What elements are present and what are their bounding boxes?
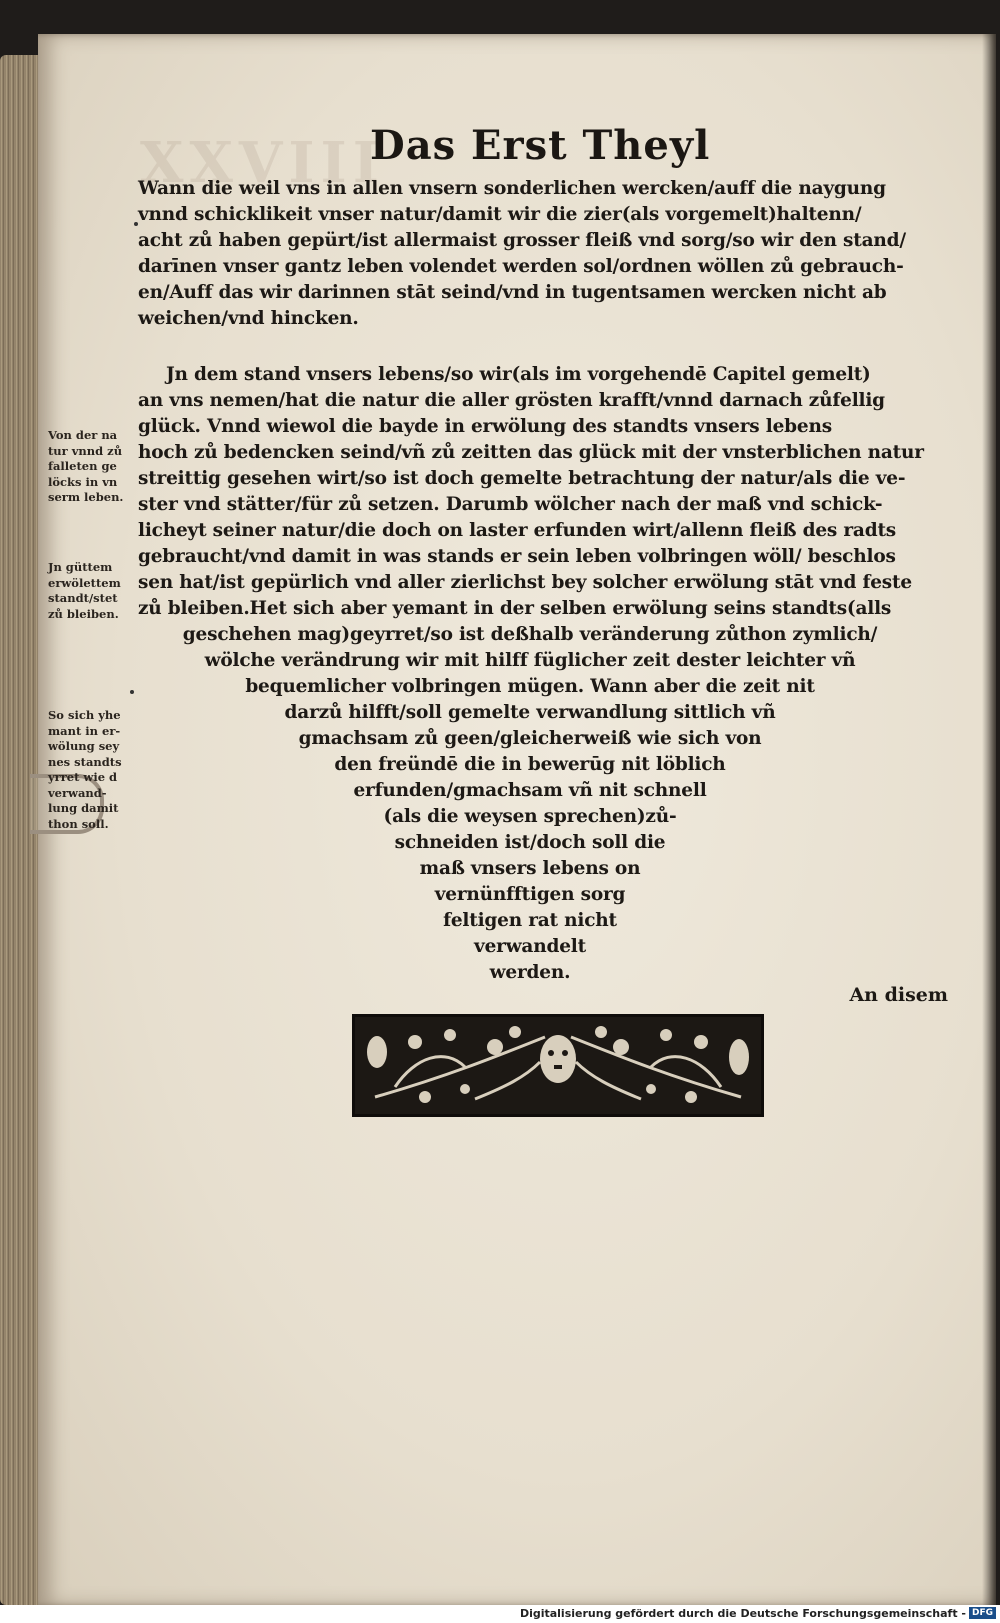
text-line: erfunden/gmachsam vñ nit schnell: [353, 780, 707, 801]
bleed-through-text: XXVIII: [140, 130, 385, 196]
text-line: schneiden ist/doch soll die: [394, 832, 666, 853]
text-line: feltigen rat nicht: [443, 910, 617, 931]
text-line: hoch zů bedencken seind/vñ zů zeitten das glück mit der vnsterblichen natur: [138, 442, 924, 463]
text-line: maß vnsers lebens on: [419, 858, 641, 879]
text-line: darīnen vnser gantz leben volendet werden sol/ordnen wöllen zů gebrauch-: [138, 256, 904, 277]
margin-note-line: tur vnnd zů: [48, 443, 123, 458]
text-line: werden.: [489, 962, 571, 983]
margin-note-good-state: [48, 560, 146, 622]
text-line: gmachsam zů geen/gleicherweiß wie sich von: [298, 728, 762, 749]
text-line: streittig gesehen wirt/so ist doch gemelte betrachtung der natur/als die ve-: [138, 468, 906, 489]
text-line: an vns nemen/hat die natur die aller grösten krafft/vnnd darnach zůfellig: [138, 390, 885, 411]
text-line: den freündē die in bewerūg nit löblich: [334, 754, 726, 775]
page-mark: [130, 690, 134, 694]
text-line: vernünfftigen sorg: [434, 884, 626, 905]
margin-note-line: yrret wie d: [48, 770, 118, 784]
dfg-logo: DFG: [969, 1607, 996, 1619]
footer-credit: Digitalisierung gefördert durch die Deutsche Forschungsgemeinschaft -: [519, 1607, 966, 1620]
text-line: sen hat/ist gepürlich vnd aller zierlichst bey solcher erwölung stāt vnd feste: [138, 572, 912, 593]
text-line: verwandelt: [474, 936, 586, 957]
margin-note-line: Jn güttem: [48, 560, 113, 574]
text-line: ster vnd stätter/für zů setzen. Darumb wölcher nach der maß vnd schick-: [138, 494, 883, 515]
text-line: geschehen mag)geyrret/so ist deßhalb veränderung zůthon zymlich/: [182, 624, 878, 645]
text-line: wölche verändrung wir mit hilff füglicher zeit dester leichter vñ: [204, 650, 856, 671]
paragraph-1: [138, 176, 958, 332]
text-line: Jn dem stand vnsers lebens/so wir(als im vorgehendē Capitel gemelt): [166, 364, 871, 385]
paragraph-2: [138, 362, 958, 622]
text-line: gebraucht/vnd damit in was stands er sein leben volbringen wöll/ beschlos: [138, 546, 896, 567]
margin-note-line: nes standts: [48, 754, 122, 769]
margin-note-line: thon soll.: [48, 816, 109, 831]
margin-note-line: verwand-: [48, 785, 107, 800]
text-line: glück. Vnnd wiewol die bayde in erwölung des standts vnsers lebens: [138, 416, 832, 437]
margin-note-line: standt/stet: [48, 591, 118, 605]
margin-note-line: falleten ge: [48, 459, 117, 473]
text-line: Wann die weil vns in allen vnsern sonderlichen wercken/auff die naygung: [138, 178, 886, 199]
margin-note-change: [48, 708, 146, 832]
text-line: acht zů haben gepürt/ist allermaist grosser fleiß vnd sorg/so wir den stand/: [138, 230, 906, 251]
text-line: weichen/vnd hincken.: [138, 308, 359, 329]
text-line: en/Auff das wir darinnen stāt seind/vnd in tugentsamen wercken nicht ab: [138, 282, 887, 303]
text-line: darzů hilfft/soll gemelte verwandlung sittlich vñ: [284, 702, 776, 723]
margin-note-nature-fortune: [48, 428, 146, 506]
margin-note-line: erwölettem: [48, 575, 121, 590]
text-line: (als die weysen sprechen)zů-: [383, 806, 677, 827]
margin-note-line: wölung sey: [48, 739, 120, 753]
digitization-footer: [0, 1605, 1000, 1623]
running-head: Das Erst Theyl: [370, 122, 711, 169]
margin-note-line: Von der na: [48, 428, 118, 442]
margin-note-line: mant in er-: [48, 723, 121, 738]
margin-note-line: lung damit: [48, 801, 119, 815]
tapered-paragraph: [150, 622, 910, 986]
text-line: zů bleiben.Het sich aber yemant in der selben erwölung seins standts(alls: [138, 598, 892, 619]
text-line: bequemlicher volbringen mügen. Wann aber die zeit nit: [245, 676, 815, 697]
margin-note-line: löcks in vn: [48, 474, 118, 489]
foliate-woodcut-icon: [352, 1014, 764, 1117]
margin-note-line: zů bleiben.: [48, 606, 119, 621]
margin-note-line: So sich yhe: [48, 708, 121, 722]
text-line: vnnd schicklikeit vnser natur/damit wir die zier(als vorgemelt)haltenn/: [138, 204, 862, 225]
catchword: An disem: [849, 984, 948, 1006]
text-line: licheyt seiner natur/die doch on laster erfunden wirt/allenn fleiß des radts: [138, 520, 897, 541]
margin-note-line: serm leben.: [48, 490, 124, 504]
page-gutter: [982, 34, 996, 1606]
woodcut-svg: [355, 1017, 761, 1114]
